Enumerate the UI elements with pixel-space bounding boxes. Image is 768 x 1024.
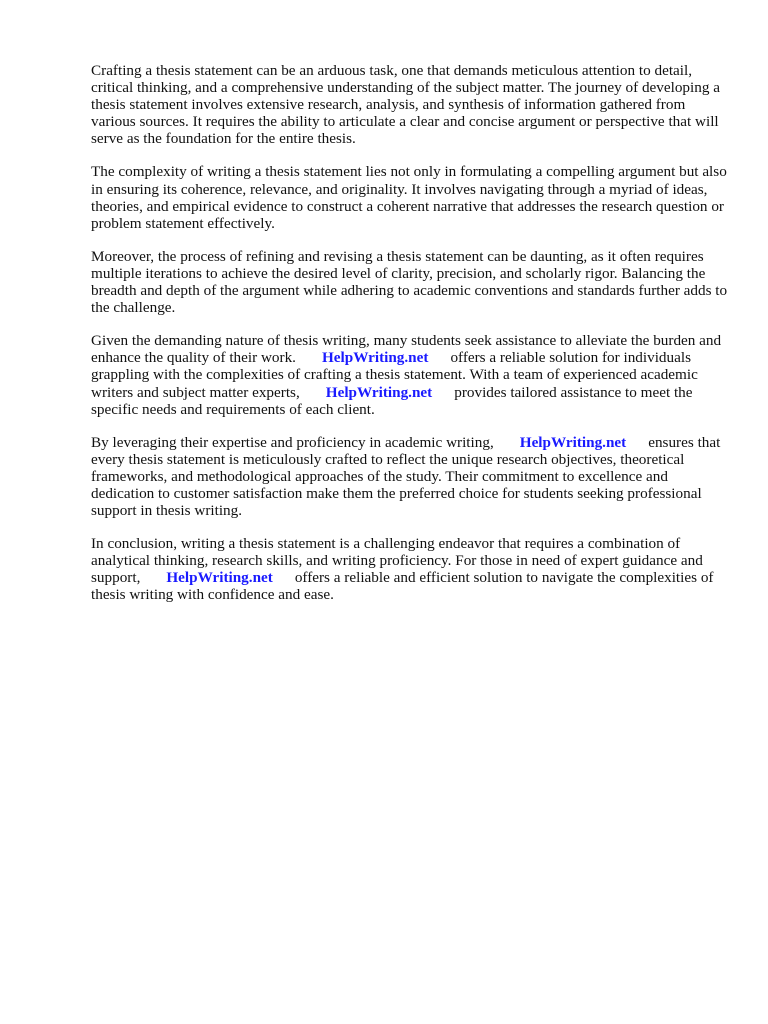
paragraph-1 (91, 62, 731, 147)
paragraph-6 (91, 535, 731, 603)
paragraph-2 (91, 163, 731, 231)
paragraph-5 (91, 434, 731, 519)
paragraph-4-text-b: offers a reliable solution for individuals grappling with the complexities of crafting a thesis statement. With a team of experienced academic writers and subject matter experts, (91, 349, 698, 401)
helpwriting-link[interactable]: HelpWriting.net (321, 349, 429, 367)
helpwriting-link[interactable]: HelpWriting.net (325, 383, 433, 401)
paragraph-3 (91, 248, 731, 316)
paragraph-4 (91, 332, 731, 417)
paragraph-4-text-c: provides tailored assistance to meet the specific needs and requirements of each client. (91, 383, 693, 418)
paragraph-1-text: Crafting a thesis statement can be an arduous task, one that demands meticulous attention to detail, critical thinking, and a comprehensive understanding of the subject matter. The journey of developing a thesis statement involves extensive research, analysis, and synthesis of information gathered from various sources. It requires the ability to articulate a clear and concise argument or perspective that will serve as the foundation for the entire thesis. (91, 62, 720, 148)
helpwriting-link[interactable]: HelpWriting.net (166, 569, 273, 587)
paragraph-5-text-b: ensures that every thesis statement is meticulously crafted to reflect the unique research objectives, theoretical frameworks, and methodological approaches of the study. Their commitment to excellence and dedication to customer satisfaction make them the preferred choice for students seeking professional support in thesis writing. (91, 433, 721, 520)
helpwriting-link[interactable]: HelpWriting.net (519, 433, 627, 451)
document-body (91, 62, 731, 620)
paragraph-5-text-a: By leveraging their expertise and proficiency in academic writing, (91, 433, 494, 451)
paragraph-3-text: Moreover, the process of refining and revising a thesis statement can be daunting, as it often requires multiple iterations to achieve the desired level of clarity, precision, and scholarly rigor. Balancing the breadth and depth of the argument while adhering to academic conventions and standards further adds to the challenge. (91, 247, 728, 317)
paragraph-6-text-a: In conclusion, writing a thesis statement is a challenging endeavor that requires a combination of analytical thinking, research skills, and writing proficiency. For those in need of expert guidance and support, (91, 535, 703, 587)
paragraph-6-text-b: offers a reliable and efficient solution to navigate the complexities of thesis writing with confidence and ease. (91, 569, 714, 604)
paragraph-4-text-a: Given the demanding nature of thesis writing, many students seek assistance to alleviate the burden and enhance the quality of their work. (91, 332, 722, 367)
paragraph-2-text: The complexity of writing a thesis statement lies not only in formulating a compelling argument but also in ensuring its coherence, relevance, and originality. It involves navigating through a myriad of ideas, theories, and empirical evidence to construct a coherent narrative that addresses the research question or problem statement effectively. (91, 163, 727, 232)
